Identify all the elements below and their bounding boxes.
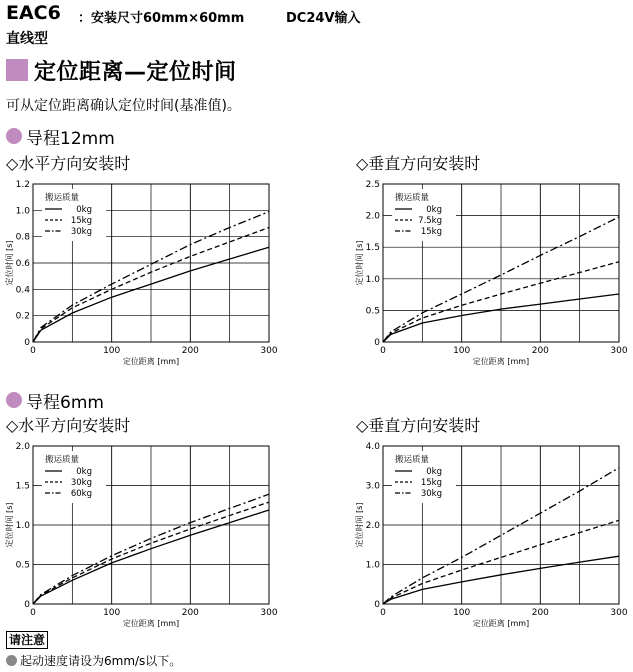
circle-bullet-icon (6, 128, 22, 144)
mounting-size: ：安装尺寸60mm×60mm (78, 11, 245, 26)
y-axis-label: 定位时间 [s] (355, 502, 364, 548)
y-tick-label: 0.5 (15, 560, 30, 571)
y-tick-label: 3.0 (365, 481, 380, 492)
legend-label: 30kg (420, 489, 442, 499)
lead-label: 导程6mm (26, 392, 104, 413)
y-tick-label: 2.0 (365, 521, 380, 531)
legend-label: 7.5kg (418, 216, 442, 226)
x-axis-label: 定位距离 [mm] (122, 619, 180, 628)
circle-bullet-icon (6, 392, 22, 408)
chart-title: ◇水平方向安装时 (6, 154, 131, 173)
x-tick-label: 100 (453, 608, 471, 618)
chart-lead6-vertical (350, 438, 633, 628)
legend-label: 15kg (70, 216, 92, 226)
section-marker-icon (6, 59, 28, 81)
x-axis-label: 定位距离 [mm] (122, 357, 180, 366)
x-tick-label: 200 (531, 346, 549, 356)
legend-label: 30kg (70, 478, 92, 488)
section-title: 定位距离—定位时间 (34, 59, 237, 85)
lead-label: 导程12mm (26, 128, 115, 149)
x-tick-label: 100 (453, 346, 471, 356)
y-tick-label: 0.4 (15, 285, 30, 296)
legend-title: 搬运质量 (45, 193, 80, 203)
y-axis-label: 定位时间 [s] (5, 240, 14, 286)
legend-label: 30kg (70, 227, 92, 237)
y-tick-label: 0 (24, 600, 30, 610)
notice-box: 请注意 (6, 631, 48, 649)
chart-lead12-vertical (350, 176, 633, 366)
section-heading (6, 56, 237, 84)
x-tick-label: 200 (531, 608, 549, 618)
y-tick-label: 0.5 (365, 306, 380, 317)
lead-heading-6mm (6, 390, 104, 413)
legend-title: 搬运质量 (395, 193, 430, 203)
x-tick-label: 300 (610, 346, 628, 356)
legend-label: 15kg (420, 478, 442, 488)
x-axis-label: 定位距离 [mm] (472, 619, 530, 628)
x-tick-label: 100 (103, 346, 121, 356)
x-tick-label: 0 (30, 346, 36, 356)
x-tick-label: 200 (181, 608, 199, 618)
y-tick-label: 2.5 (365, 180, 380, 190)
y-tick-label: 2.0 (15, 442, 30, 452)
x-tick-label: 100 (103, 608, 121, 618)
chart-title: ◇水平方向安装时 (6, 416, 131, 435)
legend-title: 搬运质量 (395, 455, 430, 465)
y-tick-label: 0 (374, 338, 380, 348)
notice-text: 起动速度请设为6mm/s以下。 (20, 654, 182, 668)
x-tick-label: 0 (30, 608, 36, 618)
y-tick-label: 1.5 (365, 243, 380, 254)
y-tick-label: 0.6 (15, 259, 30, 269)
chart-lead12-horizontal (0, 176, 300, 366)
y-tick-label: 1.0 (365, 274, 380, 285)
x-tick-label: 300 (610, 608, 628, 618)
y-tick-label: 2.0 (365, 211, 380, 222)
y-tick-label: 1.0 (15, 206, 30, 217)
gray-bullet-icon (6, 655, 17, 666)
legend-title: 搬运质量 (45, 455, 80, 465)
notice-line (6, 652, 181, 669)
y-tick-label: 1.0 (365, 560, 380, 571)
section-description: 可从定位距离确认定位时间(基准值)。 (6, 98, 241, 114)
y-axis-label: 定位时间 [s] (5, 502, 14, 548)
legend-label: 15kg (420, 227, 442, 237)
legend-label: 0kg (426, 467, 442, 477)
y-tick-label: 1.0 (15, 521, 30, 531)
y-axis-label: 定位时间 [s] (355, 240, 364, 286)
x-axis-label: 定位距离 [mm] (472, 357, 530, 366)
legend-label: 0kg (76, 205, 92, 215)
x-tick-label: 200 (181, 346, 199, 356)
y-tick-label: 1.5 (15, 481, 30, 492)
legend-label: 60kg (70, 489, 92, 499)
chart-title: ◇垂直方向安装时 (356, 416, 481, 435)
x-tick-label: 0 (380, 346, 386, 356)
y-tick-label: 0.2 (15, 311, 30, 322)
x-tick-label: 0 (380, 608, 386, 618)
lead-heading-12mm (6, 126, 115, 149)
y-tick-label: 1.2 (15, 180, 30, 190)
y-tick-label: 0 (374, 600, 380, 610)
y-tick-label: 4.0 (365, 442, 380, 452)
y-tick-label: 0 (24, 338, 30, 348)
chart-lead6-horizontal (0, 438, 300, 628)
y-tick-label: 0.8 (15, 232, 30, 243)
legend-label: 0kg (76, 467, 92, 477)
input-voltage: DC24V输入 (286, 11, 361, 26)
product-subtype: 直线型 (6, 31, 48, 47)
chart-title: ◇垂直方向安装时 (356, 154, 481, 173)
x-tick-label: 300 (260, 608, 278, 618)
model-name: EAC6 (6, 2, 61, 24)
legend-label: 0kg (426, 205, 442, 215)
x-tick-label: 300 (260, 346, 278, 356)
